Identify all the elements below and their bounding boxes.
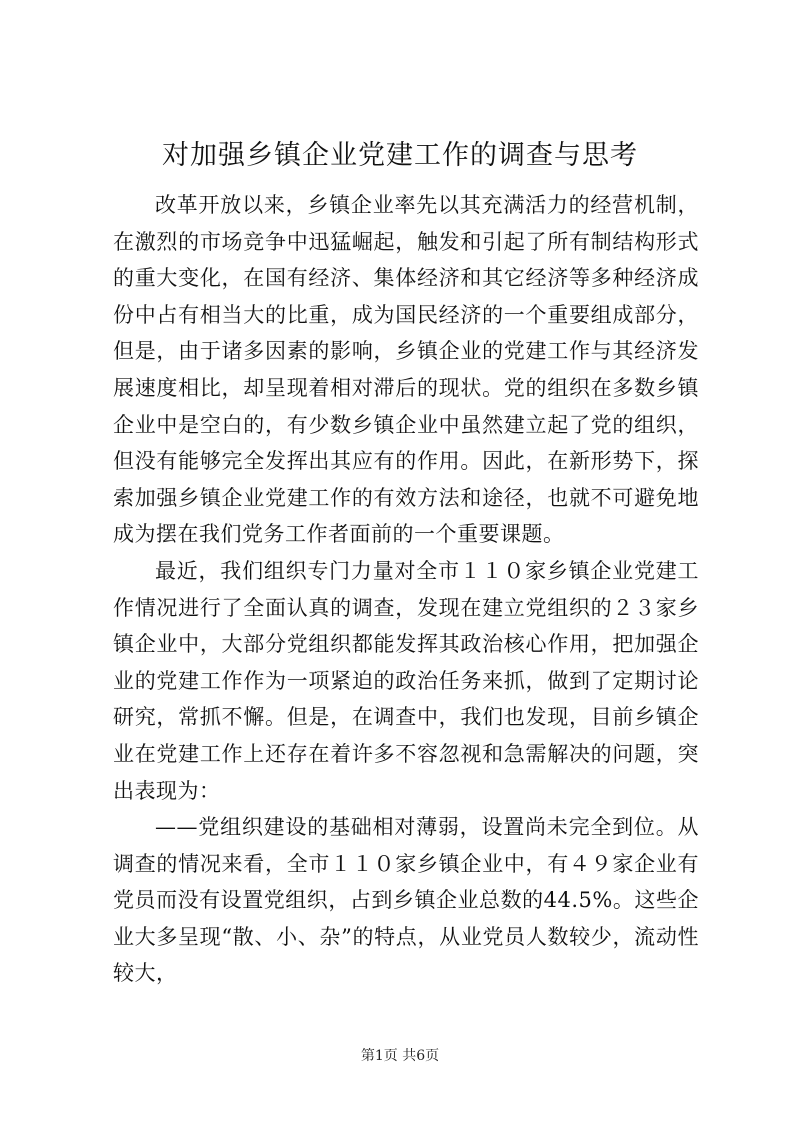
paragraph-finding-1: ——党组织建设的基础相对薄弱，设置尚未完全到位。从调查的情况来看，全市１１０家乡镇企业中，有４９家企业有党员而没有设置党组织，占到乡镇企业总数的44.5%。这些企业大多呈现“散、小、杂”的特点，从业党员人数较少，流动性较大，: [113, 815, 699, 986]
paragraph-intro: 改革开放以来，乡镇企业率先以其充满活力的经营机制，在激烈的市场竞争中迅猛崛起，触发和引起了所有制结构形式的重大变化，在国有经济、集体经济和其它经济等多种经济成份中占有相当大的比重，成为国民经济的一个重要组成部分，但是，由于诸多因素的影响，乡镇企业的党建工作与其经济发展速度相比，却呈现着相对滞后的现状。党的组织在多数乡镇企业中是空白的，有少数乡镇企业中虽然建立起了党的组织，但没有能够完全发挥出其应有的作用。因此，在新形势下，探索加强乡镇企业党建工作的有效方法和途径，也就不可避免地成为摆在我们党务工作者面前的一个重要课题。: [113, 193, 699, 547]
page-footer: 第1页 共6页: [360, 1048, 440, 1064]
document-title: 对加强乡镇企业党建工作的调查与思考: [162, 140, 638, 171]
document-body: [113, 187, 699, 992]
paragraph-survey: 最近，我们组织专门力量对全市１１０家乡镇企业党建工作情况进行了全面认真的调查，发现在建立党组织的２３家乡镇企业中，大部分党组织都能发挥其政治核心作用，把加强企业的党建工作作为一项紧迫的政治任务来抓，做到了定期讨论研究，常抓不懈。但是，在调查中，我们也发现，目前乡镇企业在党建工作上还存在着许多不容忽视和急需解决的问题，突出表现为：: [113, 558, 699, 803]
